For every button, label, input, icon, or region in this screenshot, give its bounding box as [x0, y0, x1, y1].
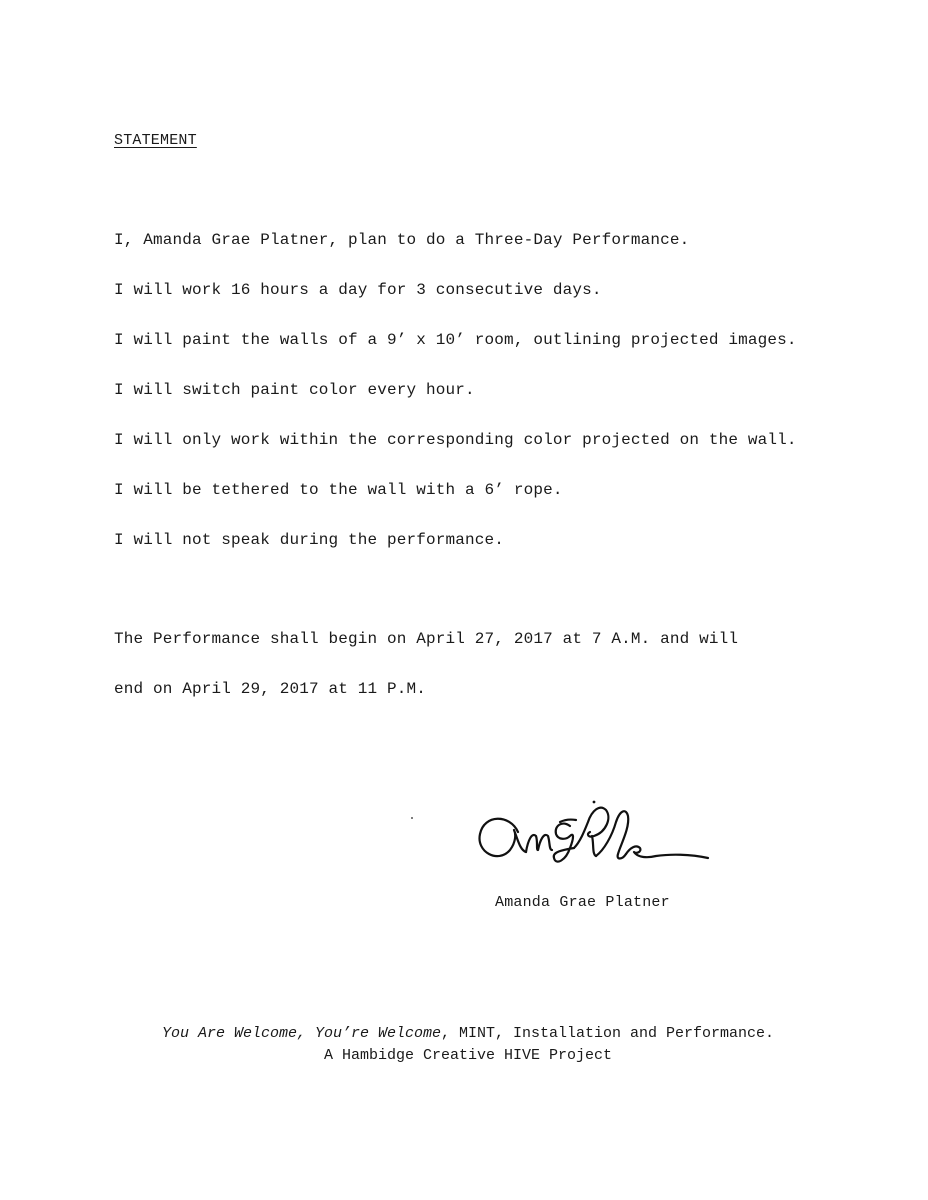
footer-line-1 — [0, 1023, 928, 1045]
footer — [0, 1023, 928, 1067]
statement-line: I will switch paint color every hour. — [114, 381, 475, 399]
statement-line: I will be tethered to the wall with a 6’ rope. — [114, 481, 563, 499]
stray-mark — [411, 817, 413, 819]
footer-line-2: A Hambidge Creative HIVE Project — [323, 1047, 613, 1064]
handwritten-signature — [470, 792, 720, 872]
footer-title-italic: You Are Welcome, You’re Welcome — [161, 1025, 441, 1042]
statement-heading: STATEMENT — [114, 132, 197, 149]
statement-line: I will only work within the corresponding color projected on the wall. — [114, 431, 797, 449]
statement-line: I will work 16 hours a day for 3 consecutive days. — [114, 281, 602, 299]
timeframe-line: end on April 29, 2017 at 11 P.M. — [114, 680, 427, 698]
timeframe-line: The Performance shall begin on April 27, 2017 at 7 A.M. and will — [114, 630, 739, 648]
footer-title-rest: , MINT, Installation and Performance. — [440, 1025, 775, 1042]
statement-line: I will paint the walls of a 9’ x 10’ room, outlining projected images. — [114, 331, 797, 349]
statement-list — [114, 228, 797, 578]
statement-line: I will not speak during the performance. — [114, 531, 505, 549]
statement-line: I, Amanda Grae Platner, plan to do a Three-Day Performance. — [114, 231, 690, 249]
signer-name: Amanda Grae Platner — [495, 894, 670, 911]
timeframe-paragraph — [114, 627, 738, 727]
